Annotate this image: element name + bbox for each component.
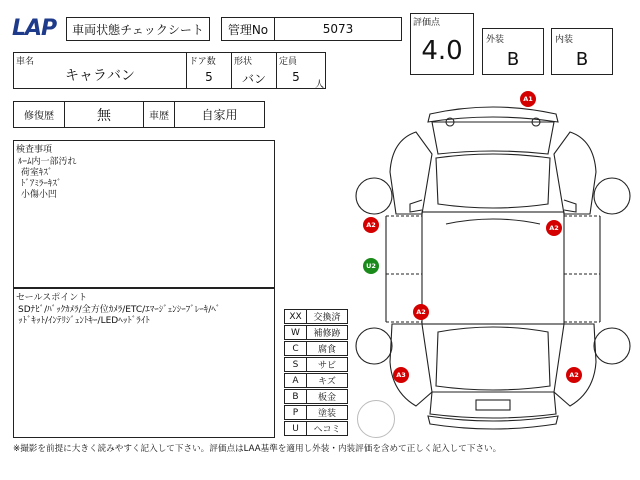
legend-row [284, 325, 348, 340]
footer-note: ※撮影を前提に大きく読みやすく記入して下さい。評価点はLAA基準を適用し外装・内装評価を含めて正しく記入して下さい。 [13, 444, 502, 454]
legend-row [284, 389, 348, 404]
roof-outline [422, 212, 564, 324]
legend-name: 板金 [306, 389, 348, 404]
rear-right-panel [554, 324, 596, 406]
front-right-fender [554, 132, 596, 214]
capacity-value: 5 [292, 70, 300, 84]
car-name-label: 車名 [16, 57, 35, 67]
sales-point-line: ｯﾄﾞｷｯﾄ/ｲﾝﾃﾘｼﾞｪﾝﾄｷｰ/LEDﾍｯﾄﾞﾗｲﾄ [18, 316, 150, 326]
legend-code: B [284, 389, 307, 404]
inspection-line: 小傷小凹 [18, 190, 57, 200]
inspection-line: ﾄﾞｱﾐﾗｰｷｽﾞ [18, 179, 62, 189]
roof-crease [446, 219, 540, 224]
doors-value: 5 [205, 70, 213, 84]
capacity-box [276, 52, 326, 89]
exterior-rating-value: B [506, 49, 520, 70]
sheet-title: 車両状態チェックシート [66, 17, 210, 41]
interior-rating-label: 内装 [555, 35, 574, 45]
usage-label: 車歴 [143, 101, 175, 128]
damage-mark: A2 [363, 217, 379, 233]
front-bumper-outline [428, 107, 558, 122]
overall-rating-label: 評価点 [413, 18, 441, 28]
legend-row [284, 405, 348, 420]
legend-name: 腐食 [306, 341, 348, 356]
management-no-value: 5073 [274, 17, 402, 41]
exterior-rating-label: 外装 [486, 35, 505, 45]
damage-mark: U2 [363, 258, 379, 274]
damage-mark: A2 [546, 220, 562, 236]
wheel-front-left [356, 178, 392, 214]
inspection-label: 検査事項 [16, 145, 53, 155]
legend-code: A [284, 373, 307, 388]
damage-mark: A3 [393, 367, 409, 383]
wheel-rear-right [594, 328, 630, 364]
inspection-line: 荷室ｷｽﾞ [18, 168, 53, 178]
rear-gate-outline [430, 392, 556, 418]
sales-points-label: セールスポイント [16, 293, 88, 303]
inspection-box [13, 140, 275, 288]
legend-name: 塗装 [306, 405, 348, 420]
lap-logo: LAP [12, 16, 57, 41]
shape-value: バン [241, 72, 266, 86]
exterior-rating-box [482, 28, 544, 75]
shape-box [231, 52, 277, 89]
legend-code: C [284, 341, 307, 356]
doors-box [186, 52, 232, 89]
interior-rating-box [551, 28, 613, 75]
shape-label: 形状 [234, 57, 253, 67]
wheel-rear-left [356, 328, 392, 364]
legend-row [284, 341, 348, 356]
doors-label: ドア数 [189, 57, 216, 67]
legend-row [284, 309, 348, 324]
sales-point-line: SDﾅﾋﾞ/ﾊﾞｯｸｶﾒﾗ/全方位ｶﾒﾗ/ETC/ｴﾏｰｼﾞｪﾝｼｰﾌﾞﾚｰｷ/ﾍﾞ [18, 305, 221, 315]
legend-code: U [284, 421, 307, 436]
interior-rating-value: B [575, 49, 589, 70]
rear-left-panel [390, 324, 432, 406]
legend-name: ヘコミ [306, 421, 348, 436]
repair-history-value: 無 [64, 101, 144, 128]
car-name-box [13, 52, 187, 89]
mirror-left [410, 200, 422, 212]
legend-code: W [284, 325, 307, 340]
legend-name: サビ [306, 357, 348, 372]
damage-mark: A2 [413, 304, 429, 320]
legend-row [284, 357, 348, 372]
damage-mark: A2 [566, 367, 582, 383]
inspection-notes [18, 157, 77, 201]
legend-name: 交換済 [306, 309, 348, 324]
repair-history-label: 修復歴 [13, 101, 65, 128]
management-no-label: 管理No [221, 17, 275, 41]
front-left-fender [390, 132, 432, 214]
hood-outline [432, 122, 554, 154]
inspection-line: ﾙｰﾑ内一部汚れ [18, 157, 77, 167]
mirror-right [564, 200, 576, 212]
legend-code: XX [284, 309, 307, 324]
sales-points-text [18, 305, 220, 327]
legend-name: キズ [306, 373, 348, 388]
legend-row [284, 373, 348, 388]
legend-name: 補修跡 [306, 325, 348, 340]
overall-rating-box [410, 13, 474, 75]
damage-mark: A1 [520, 91, 536, 107]
legend-code: S [284, 357, 307, 372]
wheel-front-right [594, 178, 630, 214]
car-diagram [352, 92, 634, 436]
capacity-unit: 人 [315, 80, 325, 90]
legend-code: P [284, 405, 307, 420]
car-name-value: キャラバン [65, 68, 135, 84]
capacity-label: 定員 [279, 57, 298, 67]
overall-rating-value: 4.0 [421, 36, 463, 66]
front-glass-outline [436, 154, 550, 208]
sales-points-box [13, 288, 275, 438]
legend-row [284, 421, 348, 436]
usage-value: 自家用 [174, 101, 265, 128]
rear-glass-outline [436, 327, 550, 390]
plate-outline [476, 400, 510, 410]
